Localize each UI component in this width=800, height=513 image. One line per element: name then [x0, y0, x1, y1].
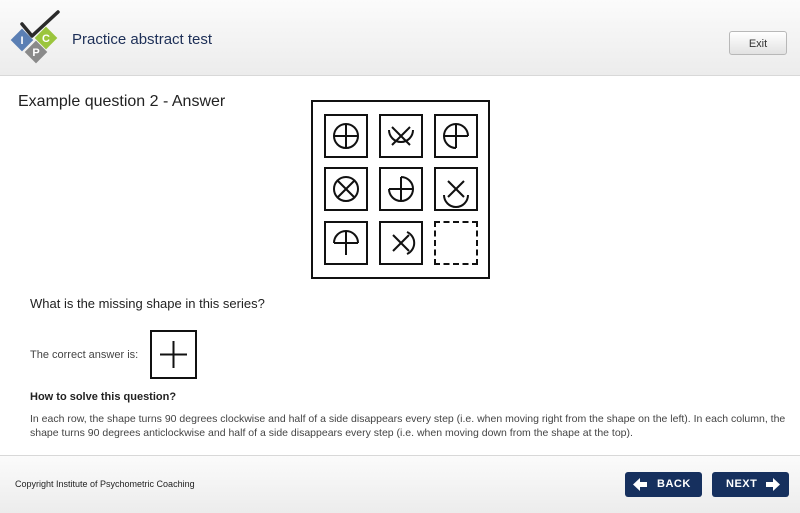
footer-bar — [0, 455, 800, 513]
circle-x-shape — [326, 169, 366, 209]
puzzle-cell-3-1 — [324, 221, 368, 265]
next-label: NEXT — [726, 478, 758, 490]
puzzle-cell-3-2 — [379, 221, 423, 265]
arrow-left-icon — [633, 478, 647, 491]
question-title: Example question 2 - Answer — [18, 93, 226, 110]
svg-text:I: I — [20, 35, 24, 47]
svg-text:P: P — [32, 47, 40, 59]
cross-shape — [152, 332, 195, 377]
exit-button[interactable]: Exit — [729, 31, 787, 55]
umbrella-cross-shape — [326, 223, 366, 263]
how-to-solve-text: In each row, the shape turns 90 degrees clockwise and half of a side disappears every step (i.e. when moving right from the shape on the left). In each column, the shape turns 90 degrees anticlockwise and half of a side disappears every step (i.e. when moving down from the shape at the top). — [30, 413, 786, 439]
svg-text:C: C — [42, 33, 50, 45]
ipc-logo — [8, 10, 64, 66]
quarter-circle-x-shape — [436, 169, 476, 209]
correct-answer-shape — [150, 330, 197, 379]
half-circle-cross-shape — [436, 116, 476, 156]
puzzle-cell-1-3 — [434, 114, 478, 158]
circle-x-open-top-shape — [381, 116, 421, 156]
how-to-solve-heading: How to solve this question? — [30, 391, 177, 403]
next-button[interactable] — [712, 472, 789, 497]
answer-label: The correct answer is: — [30, 349, 139, 361]
app-title: Practice abstract test — [72, 31, 213, 48]
back-label: BACK — [657, 478, 691, 490]
circle-cross-shape — [326, 116, 366, 156]
puzzle-cell-2-1 — [324, 167, 368, 211]
copyright-text: Copyright Institute of Psychometric Coaching — [15, 479, 195, 489]
missing-shape-placeholder — [434, 221, 478, 265]
puzzle-cell-1-2 — [379, 114, 423, 158]
puzzle-cell-2-2 — [379, 167, 423, 211]
header-bar — [0, 0, 800, 76]
partial-circle-cross-shape — [381, 169, 421, 209]
back-button[interactable] — [625, 472, 702, 497]
arc-x-shape — [381, 223, 421, 263]
arrow-right-icon — [766, 478, 780, 491]
puzzle-grid — [311, 100, 490, 279]
question-prompt: What is the missing shape in this series? — [30, 296, 265, 311]
puzzle-cell-2-3 — [434, 167, 478, 211]
puzzle-cell-1-1 — [324, 114, 368, 158]
